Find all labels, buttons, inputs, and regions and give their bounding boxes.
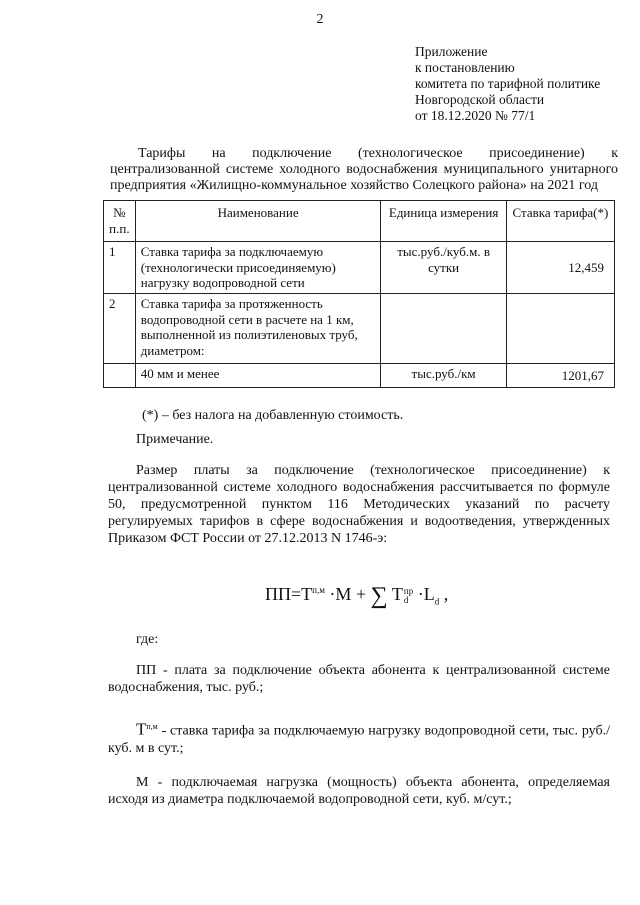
row-number xyxy=(104,364,136,388)
table-row xyxy=(104,364,615,388)
formula-t2-sub: d xyxy=(403,594,409,605)
row-unit xyxy=(381,294,506,364)
row-rate: 1201,67 xyxy=(506,364,614,388)
formula-t2-sup: пр xyxy=(403,585,414,596)
row-number: 1 xyxy=(104,242,136,294)
table-row xyxy=(104,242,615,294)
formula-dot: · xyxy=(329,584,336,604)
row-name: 40 мм и менее xyxy=(135,364,381,388)
definition-pp-text: ПП - плата за подключение объекта абонента к централизованной системе водоснабжения, тыс. руб.; xyxy=(108,663,610,695)
main-paragraph xyxy=(108,462,610,547)
definition-t-sup: п,м xyxy=(146,722,158,731)
definition-t-symbol: T xyxy=(136,719,147,739)
formula-t2: T xyxy=(391,584,403,604)
formula-l-sub: d xyxy=(434,596,440,607)
formula-tail: , xyxy=(443,584,449,604)
note-heading: Примечание. xyxy=(136,432,214,447)
tariff-table xyxy=(103,200,615,388)
appendix-line: от 18.12.2020 № 77/1 xyxy=(415,108,536,123)
row-name: Ставка тарифа за подключаемую (технологически присоединяемую) нагрузку водопроводной сети xyxy=(135,242,381,294)
title-line-1: Тарифы на подключение (технологическое присоединение) к xyxy=(138,146,618,161)
appendix-line: Новгородской области xyxy=(415,92,545,107)
table-row xyxy=(104,294,615,364)
title-line-2: централизованной системе холодного водоснабжения муниципального унитарного xyxy=(110,162,618,177)
formula-m: M xyxy=(335,584,352,604)
header-number-symbol: № xyxy=(113,205,126,220)
formula-eq: = xyxy=(291,584,302,604)
main-paragraph-text: Размер платы за подключение (технологическое присоединение) к централизованной системе холодного водоснабжения рассчитывается по формуле 50, предусмотренной пунктом 116 Методических указаний по расчету регулируемых тарифов в сфере водоснабжения и водоотведения, утвержденных Приказом ФСТ России от 27.12.2013 N 1746-э: xyxy=(108,463,610,546)
row-name: Ставка тарифа за протяженность водопроводной сети в расчете на 1 км, выполненной из полиэтиленовых труб, диаметром: xyxy=(135,294,381,364)
row-rate xyxy=(506,294,614,364)
definition-m-text: М - подключаемая нагрузка (мощность) объекта абонента, определяемая исходя из диаметра подключаемой водопроводной сети, куб. м/сут.; xyxy=(108,775,610,807)
formula-l: L xyxy=(423,584,435,604)
header-name: Наименование xyxy=(135,201,381,242)
definition-t-text: - ставка тарифа за подключаемую нагрузку водопроводной сети, тыс. руб./куб. м в сут.; xyxy=(108,723,610,756)
appendix-block xyxy=(415,44,600,124)
row-unit: тыс.руб./куб.м. в сутки xyxy=(381,242,506,294)
header-number xyxy=(104,201,136,242)
footnote: (*) – без налога на добавленную стоимость. xyxy=(142,408,404,423)
row-rate: 12,459 xyxy=(506,242,614,294)
header-rate: Ставка тарифа(*) xyxy=(506,201,614,242)
formula-t2-scripts xyxy=(404,587,413,605)
definition-t xyxy=(108,718,610,757)
sum-symbol: ∑ xyxy=(370,583,388,609)
formula-plus: + xyxy=(355,584,367,604)
formula-t-sup: п,м xyxy=(312,585,325,595)
appendix-line: комитета по тарифной политике xyxy=(415,76,601,91)
formula-lhs: ПП xyxy=(265,584,291,604)
definition-pp xyxy=(108,662,610,696)
definition-m xyxy=(108,774,610,808)
formula-dot: · xyxy=(417,584,424,604)
row-number: 2 xyxy=(104,294,136,364)
appendix-line: к постановлению xyxy=(415,60,515,75)
appendix-line: Приложение xyxy=(415,44,488,59)
row-unit: тыс.руб./км xyxy=(381,364,506,388)
formula xyxy=(265,583,448,610)
title-line-3: предприятия «Жилищно-коммунальное хозяйство Солецкого района» на 2021 год xyxy=(110,178,599,193)
page-number: 2 xyxy=(316,12,324,27)
table-header-row xyxy=(104,201,615,242)
header-unit: Единица измерения xyxy=(381,201,506,242)
where-label: где: xyxy=(136,632,159,647)
formula-t: T xyxy=(301,584,313,604)
header-number-abbr: п.п. xyxy=(109,220,130,236)
